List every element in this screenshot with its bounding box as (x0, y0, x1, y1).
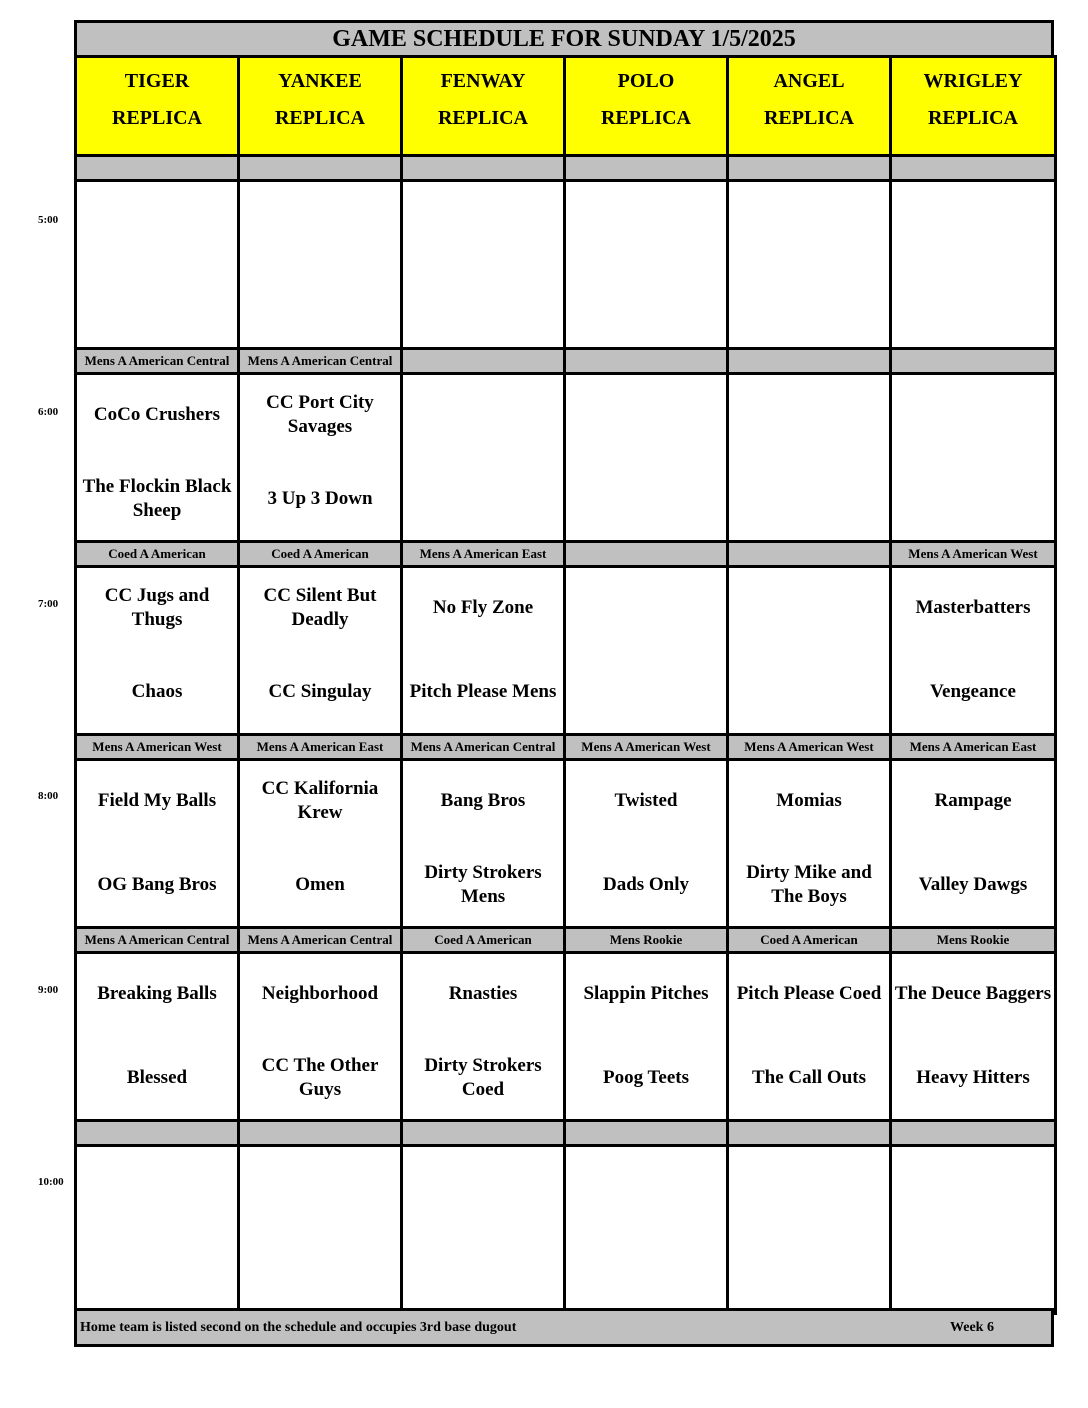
home-team: Omen (295, 874, 345, 895)
game-cell (889, 951, 1057, 1122)
field-header (400, 55, 566, 157)
home-team: OG Bang Bros (97, 874, 217, 895)
away-team: Momias (776, 790, 842, 811)
division-label (563, 540, 729, 568)
away-team: Twisted (614, 790, 678, 811)
division-label (563, 347, 729, 375)
home-team: Pitch Please Mens (409, 681, 557, 702)
home-team: Dirty Mike and The Boys (746, 862, 872, 907)
game-cell (237, 372, 403, 543)
home-team: Poog Teets (602, 1067, 690, 1088)
field-name: YANKEE (278, 70, 362, 92)
away-team: CC Silent But Deadly (263, 585, 377, 630)
division-label (726, 347, 892, 375)
field-subtitle: REPLICA (111, 107, 202, 129)
home-team: Heavy Hitters (916, 1067, 1030, 1088)
home-team: Vengeance (930, 681, 1016, 702)
game-cell (563, 951, 729, 1122)
game-cell (889, 1144, 1057, 1315)
field-header (74, 55, 240, 157)
division-label (889, 1119, 1057, 1147)
game-cell (74, 179, 240, 350)
field-name: WRIGLEY (923, 70, 1023, 92)
division-label: Coed A American (237, 540, 403, 568)
division-label: Mens A American East (400, 540, 566, 568)
home-team: CC The Other Guys (261, 1055, 379, 1100)
time-label: 8:00 (38, 790, 59, 802)
game-cell (74, 951, 240, 1122)
away-team: Rampage (934, 790, 1012, 811)
division-label (400, 154, 566, 182)
division-label (237, 154, 403, 182)
field-header (726, 55, 892, 157)
home-team: Dads Only (602, 874, 690, 895)
field-name: ANGEL (773, 70, 845, 92)
game-cell (889, 758, 1057, 929)
field-subtitle: REPLICA (274, 107, 365, 129)
division-label: Mens Rookie (563, 926, 729, 954)
division-label: Mens Rookie (889, 926, 1057, 954)
game-cell (400, 951, 566, 1122)
home-team: The Call Outs (751, 1067, 867, 1088)
game-cell (74, 758, 240, 929)
time-label: 9:00 (38, 984, 59, 996)
game-cell (726, 758, 892, 929)
game-cell (400, 758, 566, 929)
game-cell (400, 179, 566, 350)
time-label: 7:00 (38, 598, 59, 610)
field-header (563, 55, 729, 157)
division-label (563, 1119, 729, 1147)
game-cell (889, 372, 1057, 543)
game-cell (74, 565, 240, 736)
time-label: 10:00 (38, 1176, 64, 1188)
game-cell (726, 372, 892, 543)
division-label: Mens A American Central (400, 733, 566, 761)
away-team: CC Jugs and Thugs (104, 585, 210, 630)
division-label (889, 154, 1057, 182)
game-cell (74, 1144, 240, 1315)
division-label: Mens A American East (237, 733, 403, 761)
field-subtitle: REPLICA (763, 107, 854, 129)
away-team: Bang Bros (440, 790, 526, 811)
game-cell (563, 1144, 729, 1315)
home-team: Chaos (131, 681, 183, 702)
game-cell (400, 372, 566, 543)
home-team-note: Home team is listed second on the schedule and occupies 3rd base dugout (80, 1320, 517, 1335)
division-label (889, 347, 1057, 375)
division-label: Coed A American (74, 540, 240, 568)
division-label (74, 1119, 240, 1147)
time-label: 6:00 (38, 406, 59, 418)
division-label (237, 1119, 403, 1147)
game-cell (237, 565, 403, 736)
game-cell (74, 372, 240, 543)
division-label (400, 1119, 566, 1147)
division-label: Coed A American (400, 926, 566, 954)
game-cell (889, 565, 1057, 736)
game-cell (563, 179, 729, 350)
division-label: Mens A American Central (74, 926, 240, 954)
division-label: Mens A American West (563, 733, 729, 761)
game-cell (726, 1144, 892, 1315)
division-label: Mens A American Central (237, 926, 403, 954)
home-team: Valley Dawgs (918, 874, 1028, 895)
division-label: Mens A American West (74, 733, 240, 761)
game-cell (563, 758, 729, 929)
field-subtitle: REPLICA (600, 107, 691, 129)
division-label (74, 154, 240, 182)
game-cell (726, 951, 892, 1122)
division-label: Mens A American West (889, 540, 1057, 568)
away-team: Pitch Please Coed (736, 983, 882, 1004)
away-team: Rnasties (448, 983, 518, 1004)
time-label: 5:00 (38, 214, 59, 226)
away-team: Neighborhood (261, 983, 379, 1004)
division-label: Coed A American (726, 926, 892, 954)
division-label (563, 154, 729, 182)
division-label: Mens A American West (726, 733, 892, 761)
away-team: No Fly Zone (432, 597, 534, 618)
field-name: POLO (617, 70, 675, 92)
away-team: CoCo Crushers (93, 404, 221, 425)
game-cell (237, 1144, 403, 1315)
division-label: Mens A American Central (74, 347, 240, 375)
away-team: Masterbatters (915, 597, 1031, 618)
field-name: FENWAY (440, 70, 526, 92)
game-cell (237, 951, 403, 1122)
away-team: Field My Balls (97, 790, 217, 811)
game-cell (726, 179, 892, 350)
field-subtitle: REPLICA (927, 107, 1018, 129)
division-label (400, 347, 566, 375)
field-header (237, 55, 403, 157)
away-team: CC Port City Savages (266, 392, 374, 437)
game-cell (237, 179, 403, 350)
home-team: The Flockin Black Sheep (82, 476, 232, 521)
footer-bar (74, 1308, 1054, 1347)
game-cell (563, 372, 729, 543)
division-label: Mens A American East (889, 733, 1057, 761)
game-cell (889, 179, 1057, 350)
game-cell (400, 1144, 566, 1315)
division-label (726, 540, 892, 568)
field-name: TIGER (124, 70, 190, 92)
page-title: GAME SCHEDULE FOR SUNDAY 1/5/2025 (74, 20, 1054, 58)
home-team: Blessed (126, 1067, 188, 1088)
home-team: CC Singulay (268, 681, 372, 702)
away-team: The Deuce Baggers (894, 983, 1052, 1004)
game-cell (563, 565, 729, 736)
away-team: Breaking Balls (97, 983, 217, 1004)
week-label: Week 6 (950, 1320, 994, 1335)
game-cell (726, 565, 892, 736)
division-label (726, 1119, 892, 1147)
division-label (726, 154, 892, 182)
game-cell (400, 565, 566, 736)
away-team: CC Kalifornia Krew (261, 778, 379, 823)
home-team: 3 Up 3 Down (267, 488, 373, 509)
home-team: Dirty Strokers Mens (424, 862, 542, 907)
home-team: Dirty Strokers Coed (424, 1055, 542, 1100)
division-label: Mens A American Central (237, 347, 403, 375)
game-cell (237, 758, 403, 929)
field-subtitle: REPLICA (437, 107, 528, 129)
away-team: Slappin Pitches (583, 983, 709, 1004)
field-header (889, 55, 1057, 157)
